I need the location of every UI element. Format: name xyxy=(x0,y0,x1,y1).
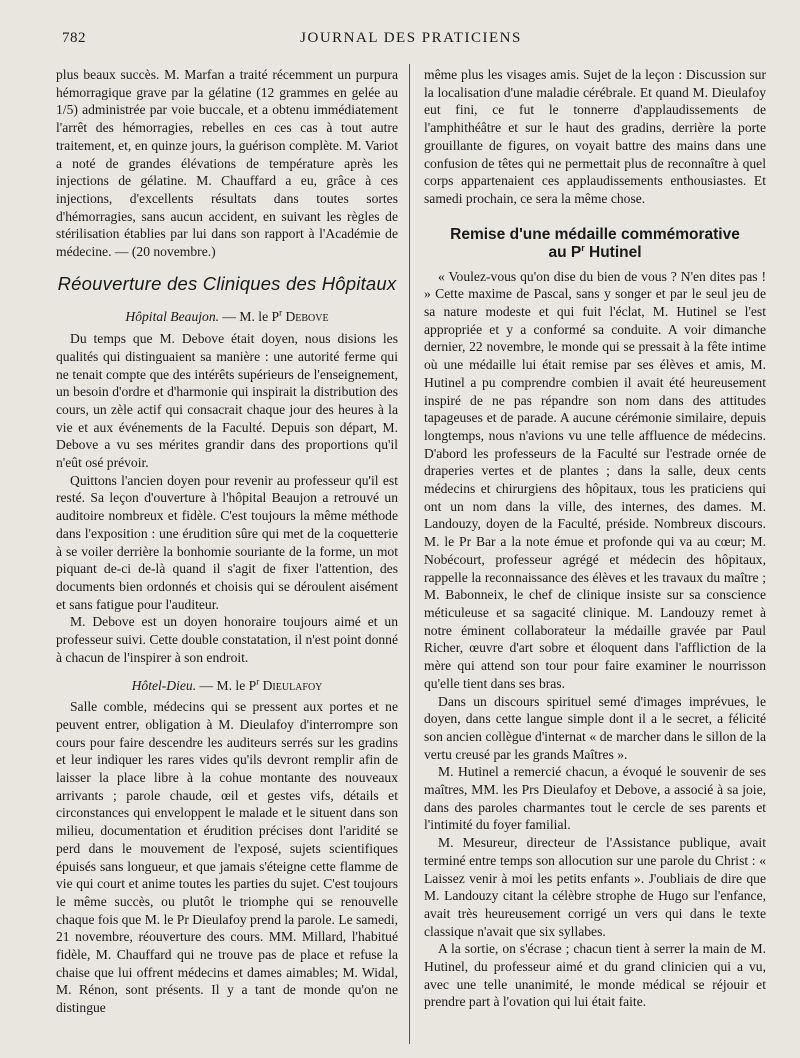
beaujon-paragraph: Quittons l'ancien doyen pour revenir au professeur qu'il est resté. Sa leçon d'ouverture à l'hôpital Beaujon a retrouvé un auditoire nombreux et fidèle. C'est toujours la même méthode dans l'exposition : une érudition sûre qui met de la coquetterie à se voiler derrière la bonhomie souriante de la forme, un mot piquant de-ci de-là quand il s'agit de fixer l'attention, des documents bien ordonnés et choisis qui se déroulent aisément et sans fatigue pour l'auditeur. xyxy=(56,472,398,612)
page-header xyxy=(62,30,760,52)
medal-title-line2-sup: r xyxy=(581,242,585,253)
medal-title-line2-post: Hutinel xyxy=(584,243,642,261)
medal-title-line2-pre: au P xyxy=(548,243,582,261)
medal-article-title xyxy=(424,226,766,262)
subhead-hoteldieu-sup: r xyxy=(256,675,260,686)
subhead-beaujon-sep: — M. le P xyxy=(219,309,280,325)
subhead-hoteldieu xyxy=(56,677,398,695)
subhead-beaujon-name: Debove xyxy=(282,309,329,325)
subhead-beaujon-sup: r xyxy=(279,307,283,318)
journal-title: JOURNAL DES PRATICIENS xyxy=(300,30,522,46)
subhead-hoteldieu-place: Hôtel-Dieu. xyxy=(131,677,197,693)
page-number: 782 xyxy=(62,30,86,46)
medal-paragraph: Dans un discours spirituel semé d'images imprévues, le doyen, dans cette langue simple dont il a le secret, a félicité son ancien collègue d'internat « de marcher dans le sillon de la vertu creusé par les grands Maîtres ». xyxy=(424,693,766,762)
continuation-paragraph: même plus les visages amis. Sujet de la leçon : Discussion sur la localisation d'une maladie cérébrale. Et quand M. Dieulafoy eut fini, ce fut le tonnerre d'applaudissements de l'amphithéâtre et sur le haut des gradins, derrière la porte grouillante de figures, on voyait battre des mains dans une confusion de têtes qui ne permettait plus de reconnaître à quel corps appartenaient ces applaudissements enthousiastes. Et samedi prochain, ce sera la même chose. xyxy=(424,67,766,206)
right-column xyxy=(424,66,766,1011)
left-column xyxy=(56,66,398,1017)
medal-title-line1: Remise d'une médaille commémorative xyxy=(450,225,740,243)
medal-title-line2 xyxy=(424,244,766,262)
subhead-beaujon xyxy=(56,308,398,326)
beaujon-paragraph: M. Debove est un doyen honoraire toujours aimé et un professeur suivi. Cette double constatation, il n'est point donné à chacun de l'inspirer à son endroit. xyxy=(56,614,398,665)
hoteldieu-paragraph: Salle comble, médecins qui se pressent aux portes et ne peuvent entrer, obligation à M. Dieulafoy d'interrompre son cours pour faire descendre les auditeurs serrés sur les gradins et leur indiquer les rares vides qu'ils devront remplir afin de laisser la place libre à la cohue montante des nouveaux arrivants ; parole chaude, œil et gestes vifs, détails et circonstances qui enveloppent le malade et le situent dans son milieu, documentation et érudition précises dont l'aridité se perd dans le mouvement de l'exposé, sujets scientifiques épuisés sans longueur, et que jamais s'éteigne cette flamme de vie qui court et anime toutes les parties du sujet. C'est toujours le même succès, ou plutôt le triomphe qui se renouvelle chaque fois que M. le Pr Dieulafoy prend la parole. Le samedi, 21 novembre, réouverture des cours. MM. Millard, l'habitué fidèle, M. Chauffard qui ne trouve pas de place et refuse la chaise que lui offrent médecins et dames aimables; M. Widal, M. Rénon, sont présents. Il y a tant de monde qu'on ne distingue xyxy=(56,699,398,1016)
beaujon-paragraph: Du temps que M. Debove était doyen, nous disions les qualités qui distinguaient sa manière : une autorité ferme qui ne tenait compte que des intérêts supérieurs de l'enseignement, un besoin d'ordre et d'harmonie qui inspirait la distribution des cours, un zèle actif qui consacrait chaque jour des heures à la vie et aux événements de la Faculté. Depuis son départ, M. Debove a vu ses mérites grandir dans des proportions qu'il n'eût osé prévoir. xyxy=(56,331,398,471)
subhead-beaujon-place: Hôpital Beaujon. xyxy=(125,309,220,325)
column-divider xyxy=(409,64,410,1044)
intro-paragraph: plus beaux succès. M. Marfan a traité récemment un purpura hémorragique grave par la gélatine (12 grammes en gelée au 1/5) administrée par voie buccale, et a obtenu immédiatement l'arrêt des hémorragies, rebelles en ces cas à tout autre traitement, et, en quinze jours, la guérison complète. M. Variot a noté de grandes élévations de température après les injections de gélatine. M. Chauffard a eu, grâce à ces injections, d'excellents résultats dans toutes sortes d'hémorragies, sans aucun accident, en suivant les règles de stérilisation établies par lui dans son rapport à l'Académie de médecine. — (20 novembre.) xyxy=(56,67,398,260)
medal-paragraph: M. Mesureur, directeur de l'Assistance publique, avait terminé entre temps son allocution sur une parole du Christ : « Laissez venir à moi les petits enfants ». J'oubliais de dire que M. Landouzy citant la célèbre strophe de Hugo sur l'enfance, avait très heureusement corrigé un vers qui dans le texte classique n'avait que six syllabes. xyxy=(424,835,766,939)
subhead-hoteldieu-sep: — M. le P xyxy=(196,677,257,693)
section-title: Réouverture des Cliniques des Hôpitaux xyxy=(57,272,397,294)
medal-paragraph: M. Hutinel a remercié chacun, a évoqué le souvenir de ses maîtres, MM. les Prs Dieulafoy et Debove, a associé à sa joie, dans des paroles charmantes tout le cercle de ses parents et l'intimité du foyer familial. xyxy=(424,764,766,833)
medal-paragraph: A la sortie, on s'écrase ; chacun tient à serrer la main de M. Hutinel, du professeur aimé et du grand clinicien qui a vu, avec une telle unanimité, le monde médical se réjouir et prendre part à l'ovation qui lui était faite. xyxy=(424,941,766,1010)
medal-paragraph: « Voulez-vous qu'on dise du bien de vous ? N'en dites pas ! » Cette maxime de Pascal, sans y songer et par le seul jeu de sa nature modeste et qui fuit l'éclat, M. Hutinel se l'est appropriée et y a conformé sa conduite. A voir dimanche dernier, 22 novembre, le monde qui se pressait à la fête intime où une médaille lui était remise par ses élèves et amis, M. Hutinel a pu comprendre combien il avait été heureusement inspiré de ne pas répandre son nom dans des attitudes tapageuses et de parade. A aucune cérémonie similaire, depuis longtemps, nous n'avions vu une telle affluence de médecins. D'abord les professeurs de la Faculté sur l'estrade ornée de draperies vertes et de plantes ; dans la salle, deux cents médecins et chirurgiens des hôpitaux, tous les praticiens qui ont un nom dans la ville, des internes, des dames. M. Landouzy, doyen de la Faculté, préside. Nombreux discours. M. le Pr Bar a la note émue et profonde qui va au cœur; M. Nobécourt, professeur agrégé et médecin des hôpitaux, rappelle la reconnaissance des élèves et les travaux du maître ; M. Babonneix, le chef de clinique insiste sur sa conscience méticuleuse et sa sagacité clinique. M. Landouzy remet à notre éminent collaborateur la médaille gravée par Paul Richer, œuvre d'art sobre et éloquent dans l'affliction de la mère qui attend son tour pour faire examiner le nourrisson qu'elle tient dans ses bras. xyxy=(424,268,766,691)
subhead-hoteldieu-name: Dieulafoy xyxy=(259,677,323,693)
